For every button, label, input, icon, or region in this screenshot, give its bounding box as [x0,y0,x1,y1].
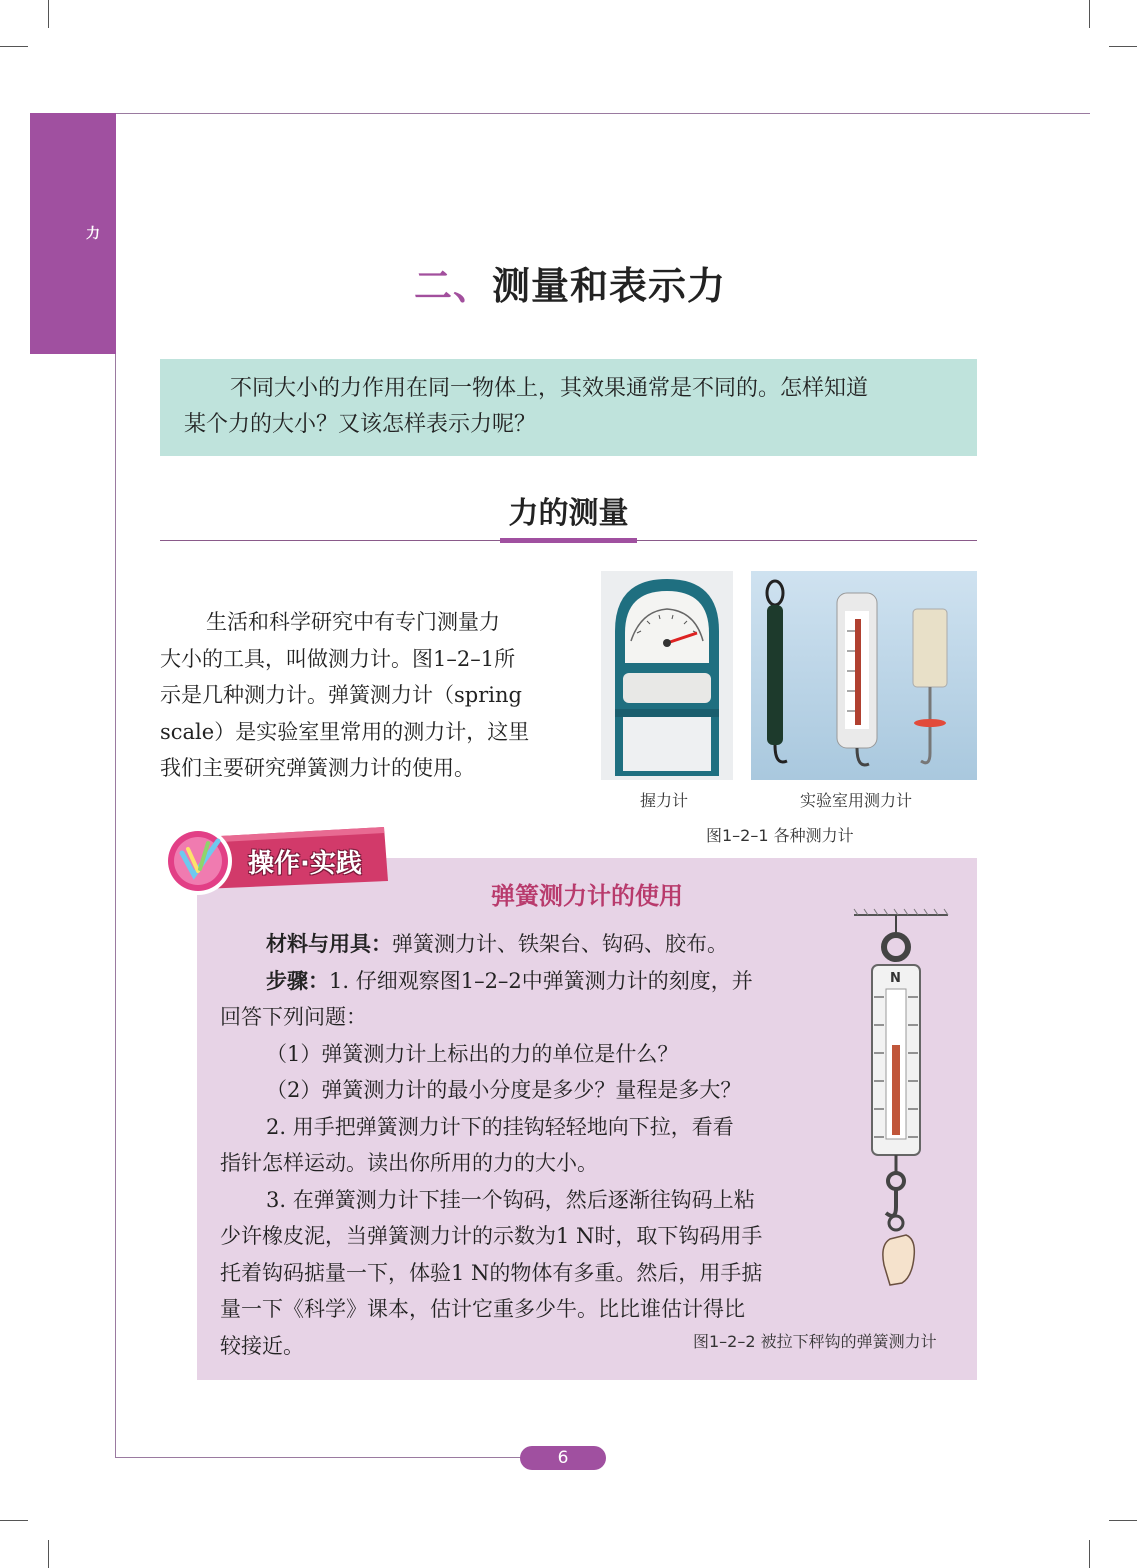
lab-dynamometer-photo [751,571,977,780]
body-line: scale）是实验室里常用的测力计，这里 [160,719,530,744]
body-line: 示是几种测力计。弹簧测力计（spring [160,683,522,707]
step-3-line: 较接近。 [220,1333,304,1358]
body-line: 大小的工具，叫做测力计。图1–2–1所 [160,646,516,671]
crop-mark [48,0,49,28]
step-3-line: 托着钩码掂量一下，体验1 N的物体有多重。然后，用手掂 [220,1260,763,1285]
practice-badge-label: 操作·实践 [248,849,362,879]
section-heading: 力的测量 [508,496,629,531]
step-3-text: 3. 在弹簧测力计下挂一个钩码，然后逐渐往钩码上粘 [266,1187,755,1212]
intro-line: 某个力的大小？又该怎样表示力呢？ [184,412,537,437]
materials-line [220,926,823,963]
step-1-text: 1. 仔细观察图1–2–2中弹簧测力计的刻度，并 [329,968,753,993]
body-paragraph [160,604,577,787]
page-number: 6 [520,1446,606,1470]
top-rule [115,113,1090,114]
step-3-line: 少许橡皮泥，当弹簧测力计的示数为1 N时，取下钩码用手 [220,1224,763,1248]
bottom-rule [115,1457,525,1458]
crop-mark [1089,0,1090,28]
steps-line [220,963,823,1000]
practice-paragraph [220,926,823,1364]
steps-label: 步骤： [266,968,329,993]
chapter-side-tab [30,113,116,354]
section-underline-bar [500,538,637,543]
crop-mark [1109,1520,1137,1521]
chapter-tab-label: 力 [86,226,100,242]
question-1: （1）弹簧测力计上标出的力的单位是什么？ [266,1041,679,1066]
practice-title: 弹簧测力计的使用 [491,882,683,910]
question-2: （2）弹簧测力计的最小分度是多少？量程是多大？ [266,1078,742,1102]
lesson-title [300,255,840,310]
step-2-text: 2. 用手把弹簧测力计下的挂钩轻轻地向下拉，看看 [266,1114,734,1139]
grip-dynamometer-photo [601,571,733,780]
body-line: 生活和科学研究中有专门测量力 [206,610,500,634]
crop-mark [0,1520,28,1521]
body-line: 我们主要研究弹簧测力计的使用。 [160,756,475,780]
crop-mark [1109,46,1137,47]
figure-caption: 图1–2–1 各种测力计 [706,826,854,845]
step-2-continued: 指针怎样运动。读出你所用的力的大小。 [220,1151,598,1175]
caption-lab-dynamometer: 实验室用测力计 [800,791,913,810]
materials-label: 材料与用具： [266,932,392,956]
lesson-number: 二、 [413,263,492,308]
step-3-line: 量一下《科学》课本，估计它重多少牛。比比谁估计得比 [220,1297,745,1321]
crop-mark [48,1540,49,1568]
caption-grip-dynamometer: 握力计 [640,791,689,810]
crop-mark [0,46,28,47]
spring-scale-illustration [850,905,960,1315]
crop-mark [1089,1540,1090,1568]
lesson-title-text: 测量和表示力 [492,263,727,308]
intro-line: 不同大小的力作用在同一物体上，其效果通常是不同的。怎样知道 [230,376,869,401]
intro-box [160,359,977,456]
step-1-continued: 回答下列问题： [220,1005,367,1029]
scale-unit-letter: N [890,971,901,986]
figure-caption: 图1–2–2 被拉下秤钩的弹簧测力计 [693,1332,937,1351]
materials-text: 弹簧测力计、铁架台、钩码、胶布。 [392,932,728,956]
